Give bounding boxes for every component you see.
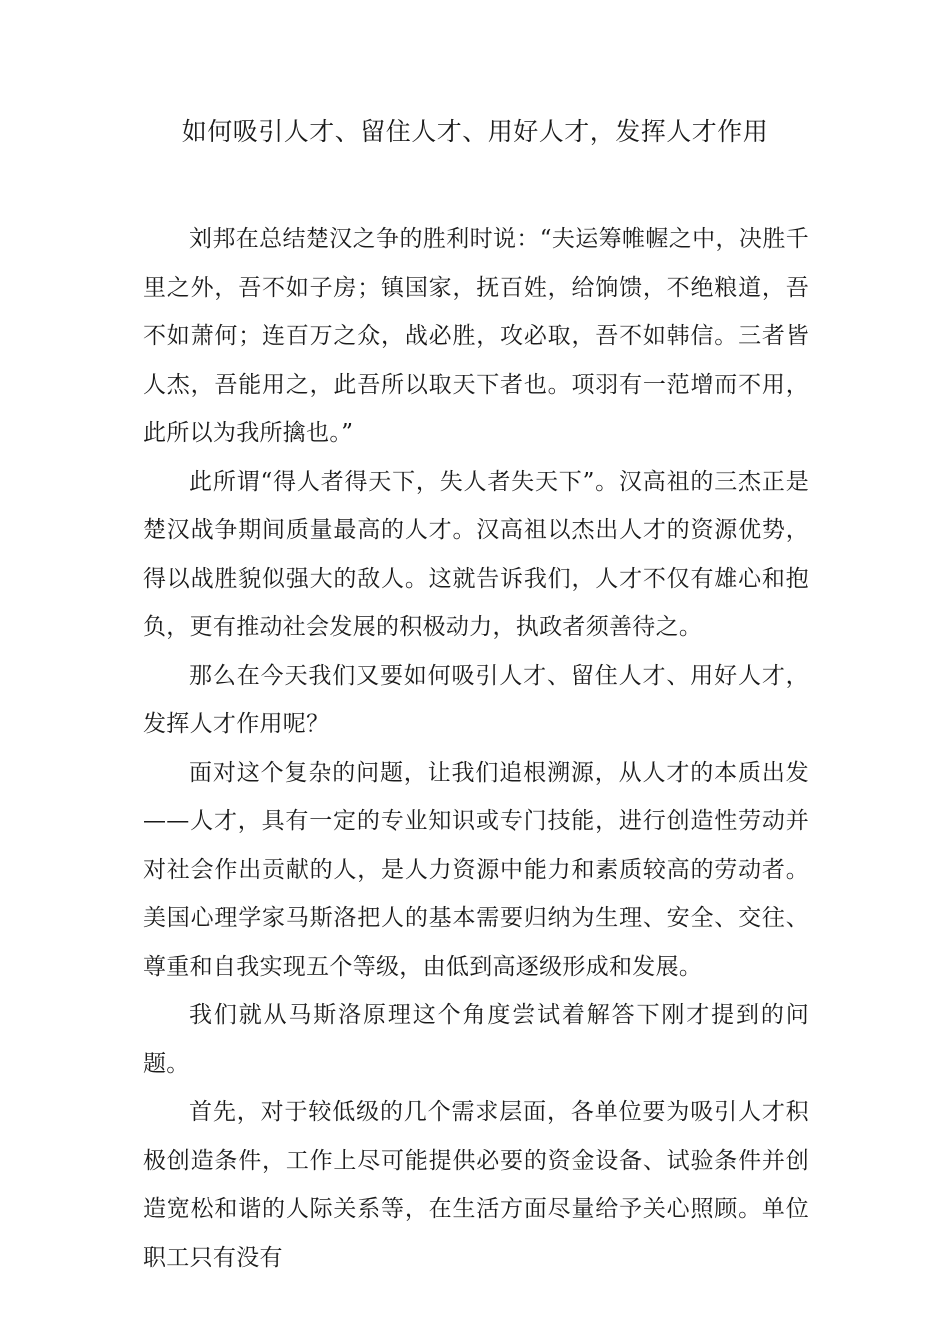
paragraph-3: 那么在今天我们又要如何吸引人才、留住人才、用好人才，发挥人才作用呢？ (143, 662, 809, 737)
paragraph-4: 面对这个复杂的问题，让我们追根溯源，从人才的本质出发——人才，具有一定的专业知识或专门技能，进行创造性劳动并对社会作出贡献的人，是人力资源中能力和素质较高的劳动者。美国心理学家马斯洛把人的基本需要归纳为生理、安全、交往、尊重和自我实现五个等级，由低到高逐级形成和发展。 (143, 759, 809, 980)
paragraph-1: 刘邦在总结楚汉之争的胜利时说：“夫运筹帷幄之中，决胜千里之外，吾不如子房；镇国家，抚百姓，给饷馈，不绝粮道，吾不如萧何；连百万之众，战必胜，攻必取，吾不如韩信。三者皆人杰，吾能用之，此吾所以取天下者也。项羽有一范增而不用，此所以为我所擒也。” (143, 226, 809, 446)
paragraph-5: 我们就从马斯洛原理这个角度尝试着解答下刚才提到的问题。 (143, 1002, 809, 1077)
document-title: 如何吸引人才、留住人才、用好人才，发挥人才作用 (181, 117, 769, 146)
document-body (143, 215, 809, 1282)
paragraph-6: 首先，对于较低级的几个需求层面，各单位要为吸引人才积极创造条件，工作上尽可能提供必要的资金设备、试验条件并创造宽松和谐的人际关系等，在生活方面尽量给予关心照顾。单位职工只有没有 (143, 1099, 809, 1271)
paragraph-2: 此所谓“得人者得天下，失人者失天下”。汉高祖的三杰正是楚汉战争期间质量最高的人才。汉高祖以杰出人才的资源优势，得以战胜貌似强大的敌人。这就告诉我们，人才不仅有雄心和抱负，更有推动社会发展的积极动力，执政者须善待之。 (143, 468, 809, 640)
